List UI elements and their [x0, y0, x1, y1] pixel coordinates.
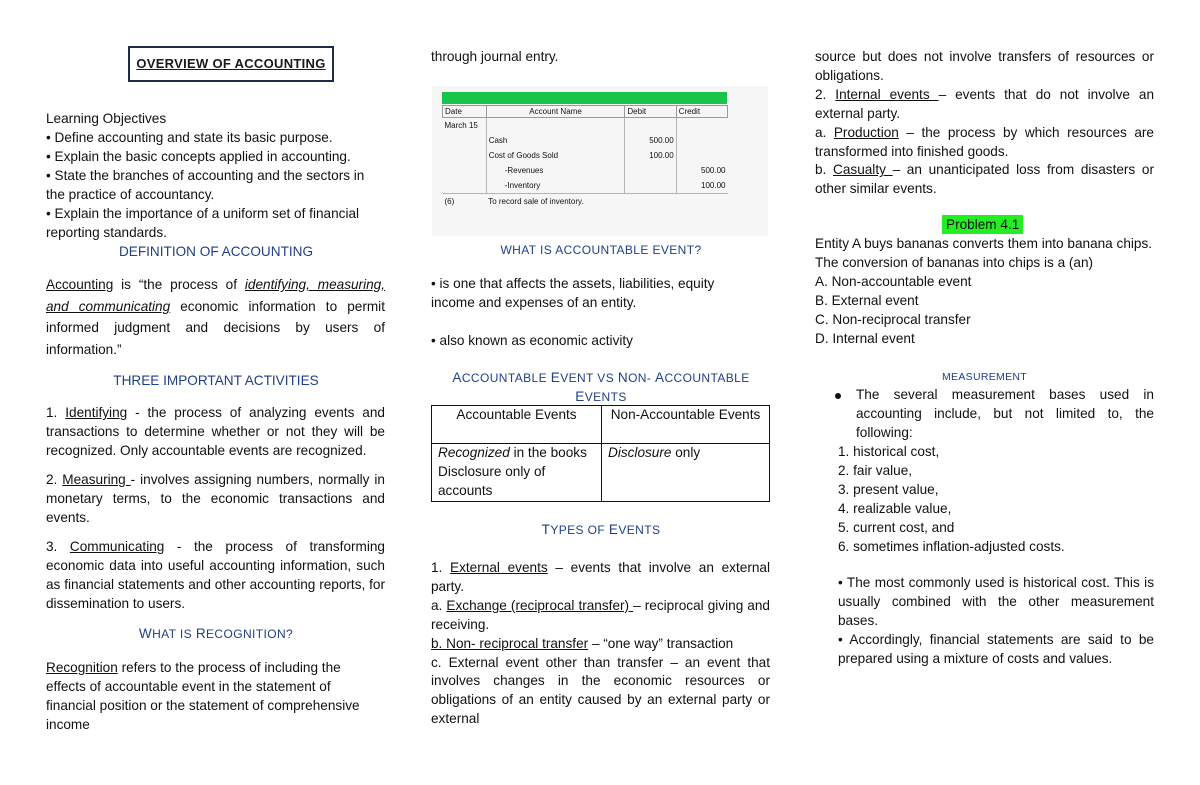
base-item: 5. current cost, and	[838, 519, 955, 535]
journal-col-credit: Credit	[676, 106, 727, 118]
measurement-intro: The several measurement bases used in accounting include, but not limited to, the following:	[856, 387, 1154, 440]
journal-table	[442, 105, 728, 209]
base-item: 6. sometimes inflation-adjusted costs.	[838, 538, 1065, 554]
col3-top-block	[815, 48, 1154, 199]
note-historical-cost: • The most commonly used is historical cost. This is usually combined with the other measurement bases.	[838, 575, 1154, 628]
objectives-list	[46, 129, 386, 242]
continued-text-2: source but does not involve transfers of resources or obligations.	[815, 49, 1154, 83]
events-list	[431, 559, 770, 729]
other-external-item: c. External event other than transfer – an event that involves changes in the economic resources or obligations of an entity caused by an external party or external	[431, 654, 770, 727]
measurement-bullet-icon	[835, 387, 854, 406]
table-cell-non-accountable: Disclosure only	[602, 444, 770, 502]
page-title: OVERVIEW OF ACCOUNTING	[128, 46, 334, 82]
internal-events: 2. Internal events – events that do not involve an external party.	[815, 86, 1155, 121]
option-d: D. Internal event	[815, 330, 915, 346]
journal-memo-row: (6) To record sale of inventory.	[443, 194, 728, 210]
objective-item: • State the branches of accounting and the sectors in the practice of accountancy.	[46, 167, 365, 202]
activities-heading: THREE IMPORTANT ACTIVITIES	[113, 373, 319, 388]
problem-badge: Problem 4.1	[942, 215, 1023, 234]
base-item: 1. historical cost,	[838, 444, 940, 459]
types-heading: TYPES OF EVENTS	[541, 522, 661, 537]
objective-item: • Explain the basic concepts applied in accounting.	[46, 148, 351, 164]
journal-header-bar	[442, 92, 727, 104]
note-mixture: • Accordingly, financial statements are said to be prepared using a mixture of costs and values.	[838, 632, 1154, 666]
option-a: A. Non-accountable event	[815, 273, 972, 289]
recognition-paragraph: Recognition refers to the process of including the effects of accountable event in the statement of financial position or the statement of comprehensive income	[46, 660, 360, 732]
accountable-definition: • is one that affects the assets, liabilities, equity income and expenses of an entity.	[431, 276, 715, 310]
accountable-heading: WHAT IS ACCOUNTABLE EVENT?	[500, 243, 702, 257]
table-cell-accountable: Recognized in the books Disclosure only of accounts	[432, 444, 602, 502]
base-item: 2. fair value,	[838, 462, 913, 478]
objective-item: • Explain the importance of a uniform set of financial reporting standards.	[46, 205, 360, 240]
journal-row: -Revenues 500.00	[443, 163, 728, 178]
option-b: B. External event	[815, 292, 919, 308]
journal-col-account: Account Name	[486, 106, 625, 118]
journal-row: Cost of Goods Sold 100.00	[443, 148, 728, 163]
definition-heading: DEFINITION OF ACCOUNTING	[118, 244, 314, 259]
table-header-non-accountable: Non-Accountable Events	[602, 406, 770, 444]
journal-date: March 15	[444, 121, 478, 130]
table-header-accountable: Accountable Events	[432, 406, 602, 444]
journal-row: -Inventory 100.00	[443, 178, 728, 194]
problem-question: The conversion of bananas into chips is a (an)	[815, 254, 1094, 270]
non-reciprocal-item: b. Non- reciprocal transfer – “one way” transaction	[431, 635, 734, 651]
casualty-item: b. Casualty – an unanticipated loss from disasters or other similar events.	[815, 162, 1154, 197]
accountable-aka: • also known as economic activity	[431, 333, 633, 348]
objectives-heading: Learning Objectives	[46, 111, 167, 126]
journal-row: Cash 500.00	[443, 133, 728, 148]
measurement-heading: MEASUREMENT	[942, 371, 1027, 383]
option-c: C. Non-reciprocal transfer	[815, 311, 971, 327]
production-item: a. Production – the process by which resources are transformed into finished goods.	[815, 124, 1154, 159]
base-item: 4. realizable value,	[838, 500, 952, 516]
activity-measuring: 2. Measuring - involves assigning numbers, normally in monetary terms, to the economic transactions and events.	[46, 472, 385, 525]
journal-entry-image	[432, 86, 768, 236]
journal-col-date: Date	[443, 106, 487, 118]
problem-block	[815, 235, 1154, 348]
problem-text: Entity A buys bananas converts them into banana chips.	[815, 236, 1153, 251]
objective-item: • Define accounting and state its basic purpose.	[46, 130, 333, 145]
exchange-item: a. Exchange (reciprocal transfer) – reciprocal giving and receiving.	[431, 597, 770, 632]
activity-identifying: 1. Identifying - the process of analyzing events and transactions to determine whether or not they will be recognized. Only accountable events are recognized.	[46, 405, 385, 458]
continued-text: through journal entry.	[431, 49, 559, 64]
comparison-table	[431, 405, 770, 502]
recognition-heading: WHAT IS RECOGNITION?	[138, 626, 294, 641]
definition-activities: identifying, measuring, and communicating	[46, 277, 385, 314]
journal-col-debit: Debit	[625, 106, 676, 118]
external-events: 1. External events – events that involve an external party.	[431, 560, 770, 594]
base-item: 3. present value,	[838, 481, 939, 497]
accounting-term: Accounting	[46, 277, 114, 292]
bases-list	[838, 443, 1138, 556]
vs-heading: ACCOUNTABLE EVENT VS NON- ACCOUNTABLE EVENTS	[452, 370, 750, 404]
activity-communicating: 3. Communicating - the process of transforming economic data into useful accounting information, such as financial statements and other accounting reports, for dissemination to users.	[46, 539, 385, 611]
definition-paragraph: Accounting is “the process of identifying, measuring, and communicating economic information to permit informed judgment and decisions by users of information.”	[46, 277, 385, 357]
